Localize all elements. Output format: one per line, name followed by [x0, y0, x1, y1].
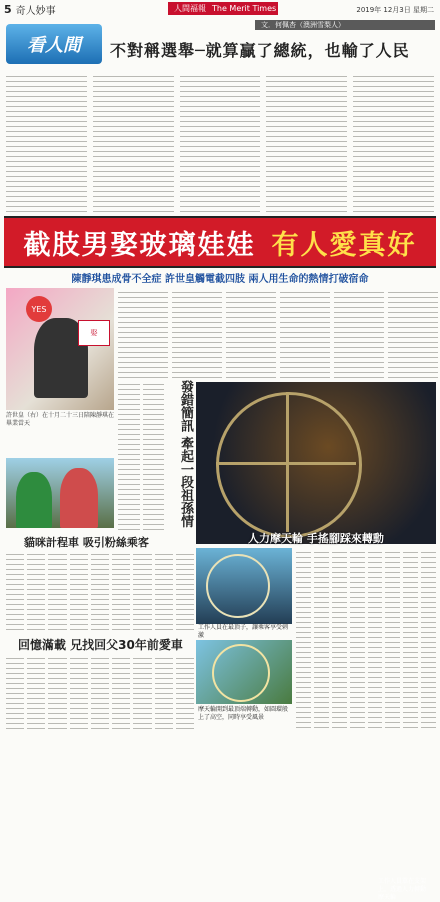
ferris-headline: 人力摩天輪 手搖腳踩來轉動 [248, 532, 384, 545]
text-column [112, 550, 130, 630]
text-column [6, 72, 87, 212]
text-column [296, 548, 311, 730]
column-article-body [6, 72, 434, 212]
text-column [388, 288, 438, 378]
taxi-driver-photo [6, 458, 114, 528]
paper-name: 人間福報 [174, 4, 206, 13]
memory-car-headline: 回憶滿載 兄找回父30年前愛車 [18, 638, 183, 652]
text-column [48, 550, 66, 630]
ferris-wheel [212, 644, 270, 702]
text-column [421, 548, 436, 730]
text-column [118, 380, 140, 530]
column-logo: 看人間 [6, 24, 102, 64]
main-article-body [118, 288, 438, 378]
text-column [368, 548, 383, 730]
text-column [48, 654, 66, 730]
text-column [70, 550, 88, 630]
masthead [168, 2, 278, 15]
text-column [385, 548, 400, 730]
text-column [403, 548, 418, 730]
graduation-photo [6, 288, 114, 410]
subheadline: 陳靜琪患成骨不全症 許世皇觸電截四肢 兩人用生命的熱情打破宿命 [71, 274, 369, 285]
text-column [180, 72, 261, 212]
ferris-wheel [216, 392, 362, 538]
main-headline-part2: 有人愛真好 [271, 229, 417, 261]
text-column [226, 288, 276, 378]
text-column [133, 550, 151, 630]
wheel-spoke [216, 462, 356, 465]
main-headline-part1: 截肢男娶玻璃娃娃 [23, 229, 256, 261]
ferris-photo-caption-2: 工作人員在最頂子，讓乘客享受刺激 [198, 624, 289, 639]
cat-taxi-article-body [6, 550, 194, 630]
text-column [6, 654, 24, 730]
byline: 文．何佩杏（澳洲雪梨人） [255, 20, 435, 30]
text-column [176, 550, 194, 630]
ferris-side-caption: 工作人員單在支架上，透過人力轉動摩天輪 [378, 878, 427, 901]
text-column [91, 550, 109, 630]
text-column [118, 288, 168, 378]
text-column [353, 72, 434, 212]
ferris-article-body [296, 548, 436, 730]
cat-taxi-headline: 貓咪計程車 吸引粉絲乘客 [24, 536, 149, 549]
text-column [93, 72, 174, 212]
text-column [70, 654, 88, 730]
sign-prop-2: 娶 [78, 320, 110, 346]
text-column [112, 654, 130, 730]
text-column [172, 288, 222, 378]
text-column [155, 550, 173, 630]
section-title: 奇人妙事 [15, 5, 56, 17]
text-column [143, 380, 165, 530]
text-column [314, 548, 329, 730]
ferris-wheel-photo-2 [196, 548, 292, 624]
text-column [266, 72, 347, 212]
text-column [332, 548, 347, 730]
ferris-photo-caption-3: 摩天輪開到最頂端轉動，如圓環般上了高空，同時享受風景 [198, 706, 289, 721]
column-headline: 不對稱選舉─就算贏了總統，也輸了人民 [110, 41, 410, 60]
graduation-photo-caption: 許世皇（右）在十月二十三日陪陳靜琪在畢業當天 [6, 412, 115, 427]
text-column [27, 654, 45, 730]
article-body-narrow [118, 380, 164, 530]
text-column [133, 654, 151, 730]
paper-name-en: The Merit Times [212, 4, 277, 13]
page-number: 5 [4, 2, 12, 16]
text-column [6, 550, 24, 630]
person-figure [16, 472, 52, 528]
main-headline-banner [4, 216, 436, 268]
ferris-wheel-photo-3 [196, 640, 292, 704]
text-column [350, 548, 365, 730]
ferris-wheel [206, 554, 270, 618]
text-column [91, 654, 109, 730]
issue-date: 2019年 12月3日 星期二 [356, 6, 434, 14]
person-figure [60, 468, 98, 528]
grandparent-story-headline: 發錯簡訊 牽起一段祖孫情 [178, 380, 193, 528]
sign-prop: YES [26, 296, 52, 322]
memory-car-article-body [6, 654, 194, 730]
text-column [27, 550, 45, 630]
text-column [280, 288, 330, 378]
text-column [176, 654, 194, 730]
text-column [334, 288, 384, 378]
text-column [155, 654, 173, 730]
